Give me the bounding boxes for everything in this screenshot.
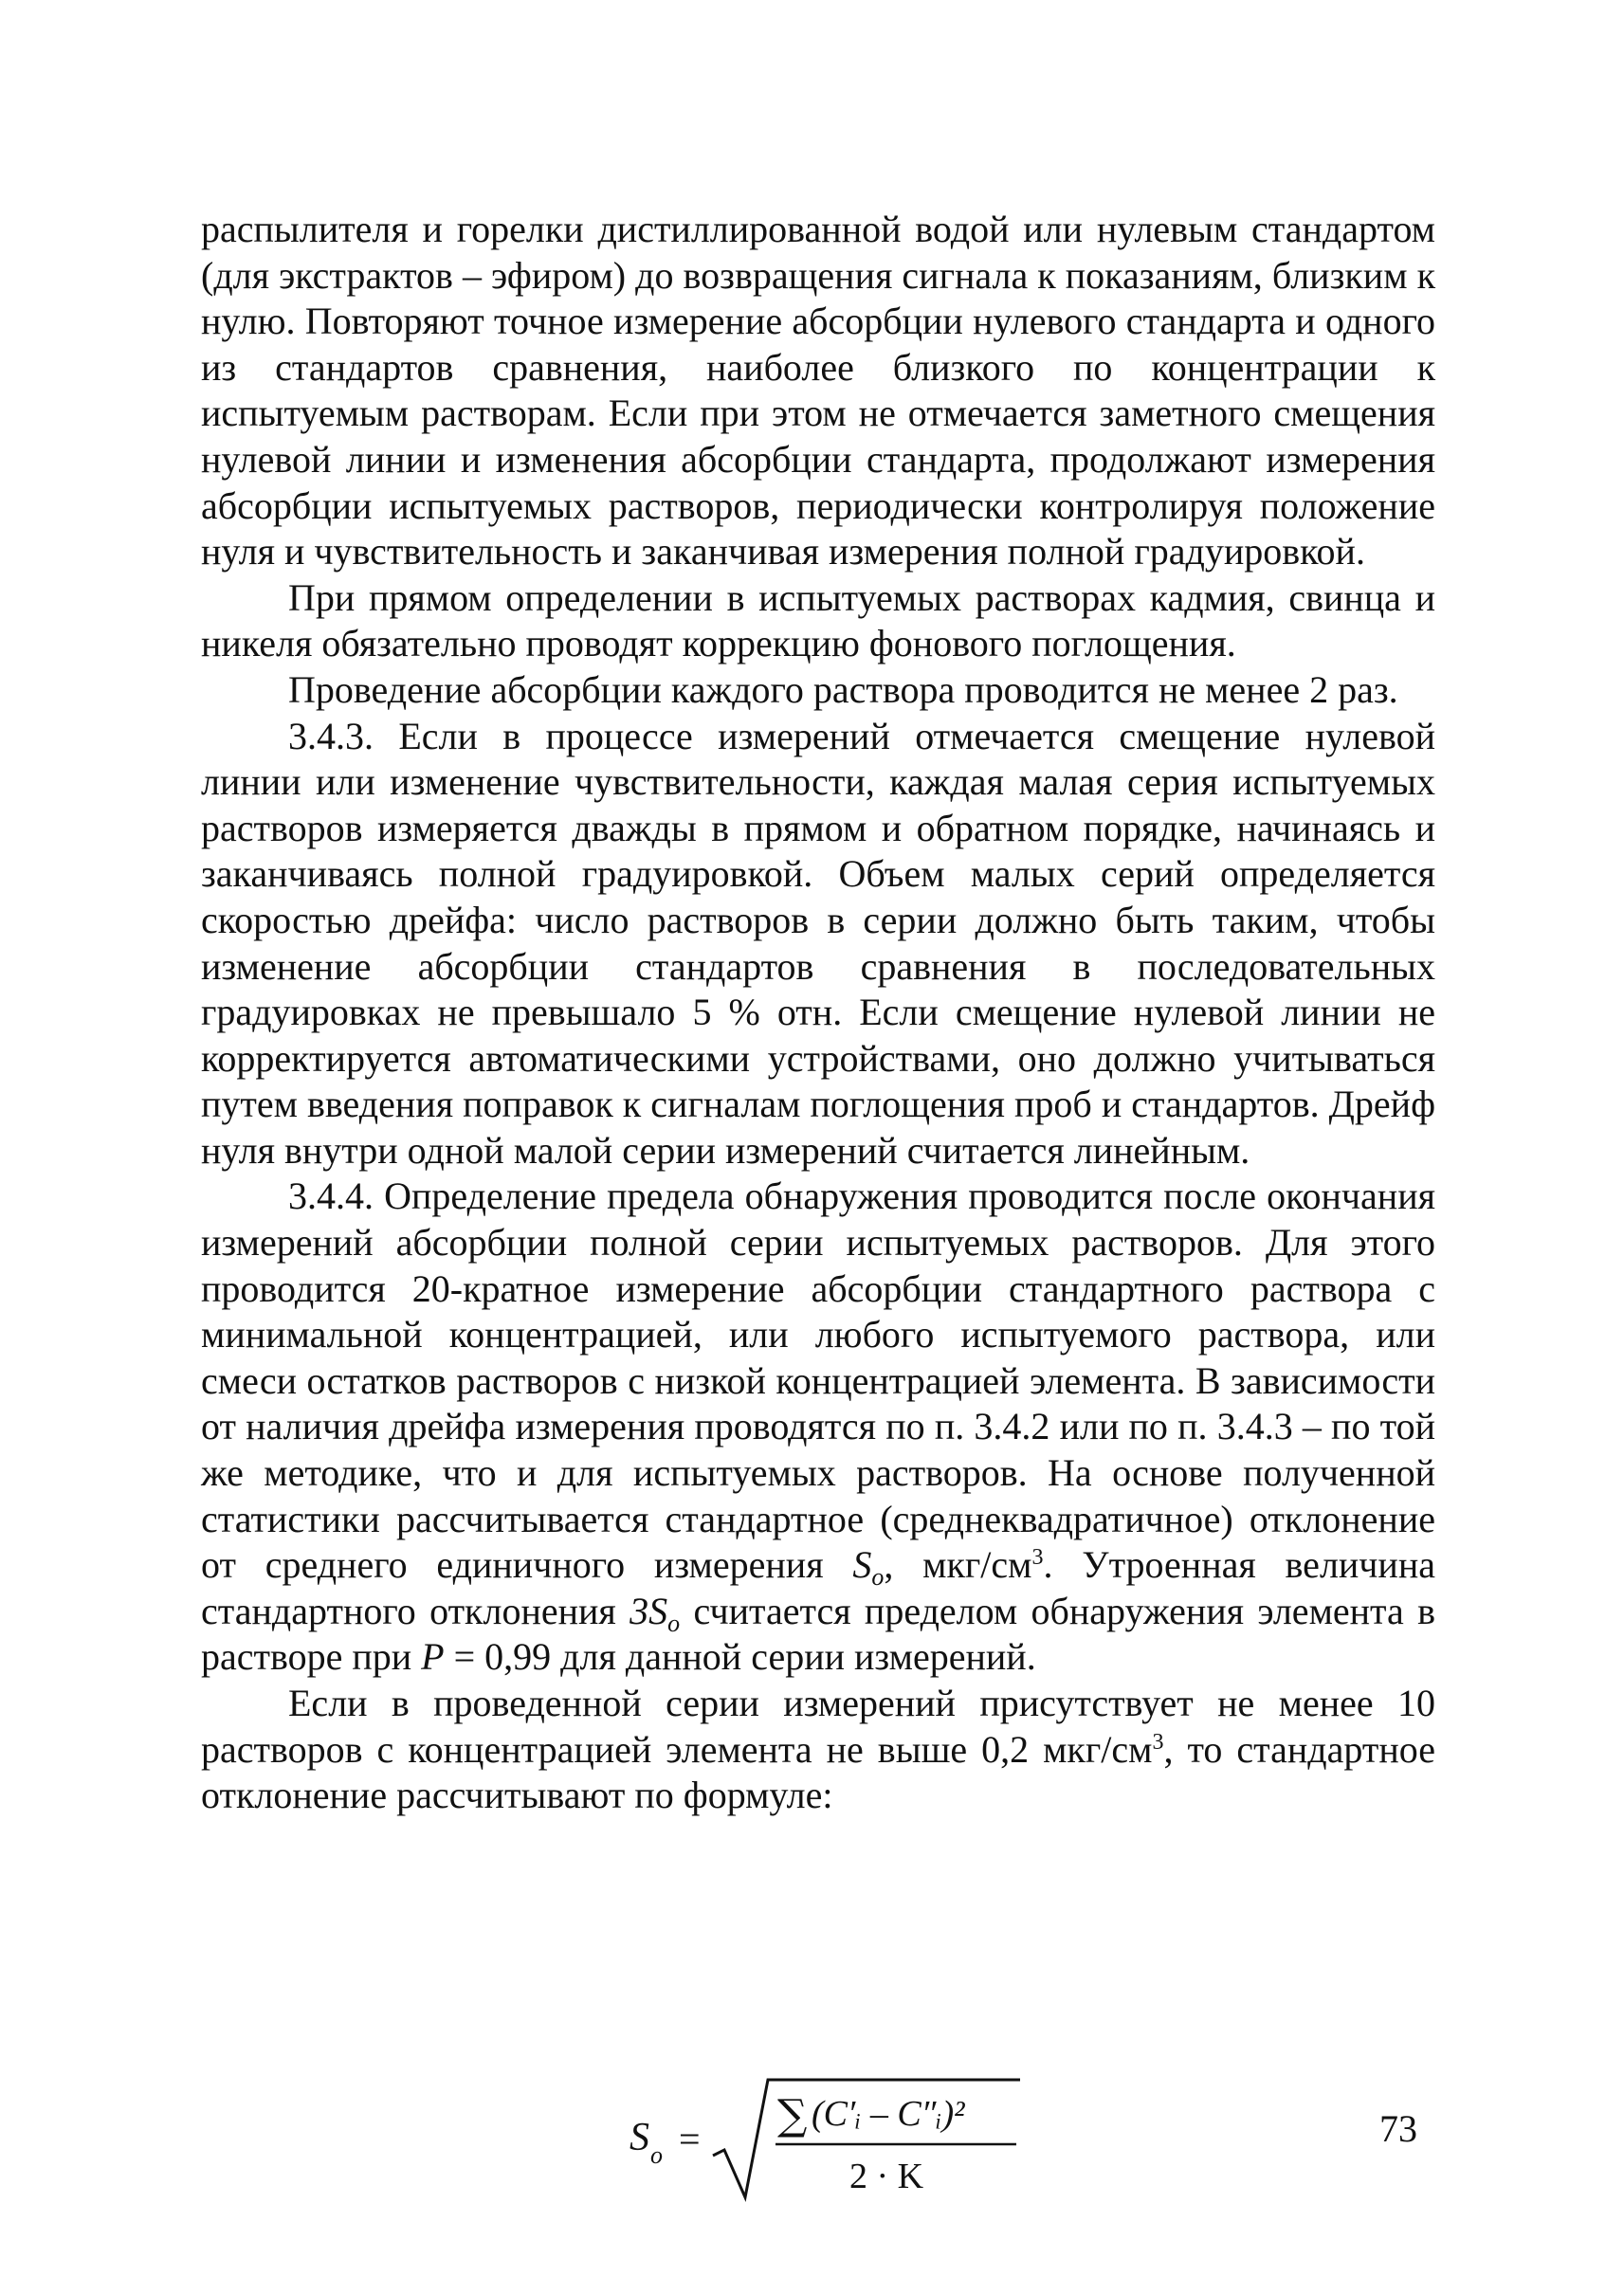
- formula-lhs-s: S: [630, 2116, 649, 2159]
- formula-graphic: [630, 2070, 1028, 2212]
- subscript-o: o: [667, 1609, 681, 1637]
- text-segment: считается пределом обнаружения элемента в растворе при: [201, 1589, 1435, 1679]
- text-segment: , мкг/см: [884, 1543, 1032, 1587]
- paragraph-formula-intro: [201, 1681, 1435, 1819]
- paragraph-background-correction: При прямом определении в испытуемых растворах кадмия, свинца и никеля обязательно проводят коррекцию фонового поглощения.: [201, 575, 1435, 665]
- std-deviation-formula: [201, 2070, 1435, 2212]
- text-segment: = 0,99 для данной серии измерений.: [444, 1635, 1036, 1679]
- symbol-p: P: [421, 1635, 445, 1679]
- paragraph-repeat-count: Проведение абсорбции каждого раствора проводится не менее 2 раз.: [288, 667, 1398, 711]
- paragraph-continuation: распылителя и горелки дистиллированной водой или нулевым стандартом (для экстрактов – эфиром) до возвращения сигнала к показаниям, близким к нулю. Повторяют точное измерение абсорбции нулевого стандарта и одного из стандартов сравнения, наиболее близкого по концентрации к испытуемым растворам. Если при этом не отмечается заметного смещения нулевой линии и изменения абсорбции стандарта, продолжают измерения абсорбции испытуемых растворов, периодически контролируя положение нуля и чувствительность и заканчивая измерения полной градуировкой.: [201, 208, 1435, 574]
- formula-equals: =: [679, 2118, 701, 2160]
- superscript-3: 3: [1031, 1545, 1044, 1571]
- paragraph-3-4-3: 3.4.3. Если в процессе измерений отмечается смещение нулевой линии или изменение чувствительности, каждая малая серия испытуемых растворов измеряется дважды в прямом и обратном порядке, начинаясь и заканчиваясь полной градуировкой. Объем малых серий определяется скоростью дрейфа: число растворов в серии должно быть таким, чтобы изменение абсорбции стандартов сравнения в последовательных градуировках не превышало 5 % отн. Если смещение нулевой линии не корректируется автоматическими устройствами, оно должно учитываться путем введения поправок к сигналам поглощения проб и стандартов. Дрейф нуля внутри одной малой серии измерений считается линейным.: [201, 714, 1435, 1172]
- formula-lhs-subscript: o: [650, 2141, 663, 2169]
- symbol-3s: 3S: [630, 1589, 668, 1632]
- subscript-o: o: [871, 1563, 885, 1592]
- page-number: 73: [1379, 2107, 1417, 2150]
- symbol-s: S: [852, 1543, 872, 1587]
- text-segment: , то стандартное отклонение рассчитывают по формуле:: [201, 1727, 1435, 1817]
- formula-numerator: (C′ᵢ – C″ᵢ)²: [812, 2094, 965, 2134]
- text-segment: 3.4.4. Определение предела обнаружения проводится после окончания измерений абсорбции полной серии испытуемых растворов. Для этого проводится 20-кратное измерение абсорбции стандартного раствора с минимальной концентрацией, или любого испытуемого раствора, или смеси остатков растворов с низкой концентрацией элемента. В зависимости от наличия дрейфа измерения проводятся по п. 3.4.2 или по п. 3.4.3 – по той же методике, что и для испытуемых растворов. На основе полученной статистики рассчитывается стандартное (среднеквадратичное) отклонение от среднего единичного измерения: [201, 1174, 1435, 1587]
- text-segment: . Утроенная величина стандартного отклонения: [201, 1543, 1435, 1632]
- text-segment: Если в проведенной серии измерений присутствует не менее 10 растворов с концентрацией элемента не выше 0,2 мкг/см: [201, 1682, 1435, 1771]
- superscript-3: 3: [1152, 1729, 1164, 1755]
- paragraph-3-4-4: [201, 1174, 1435, 1681]
- summation-symbol: ∑: [777, 2091, 808, 2139]
- formula-denominator: 2 · K: [849, 2157, 924, 2196]
